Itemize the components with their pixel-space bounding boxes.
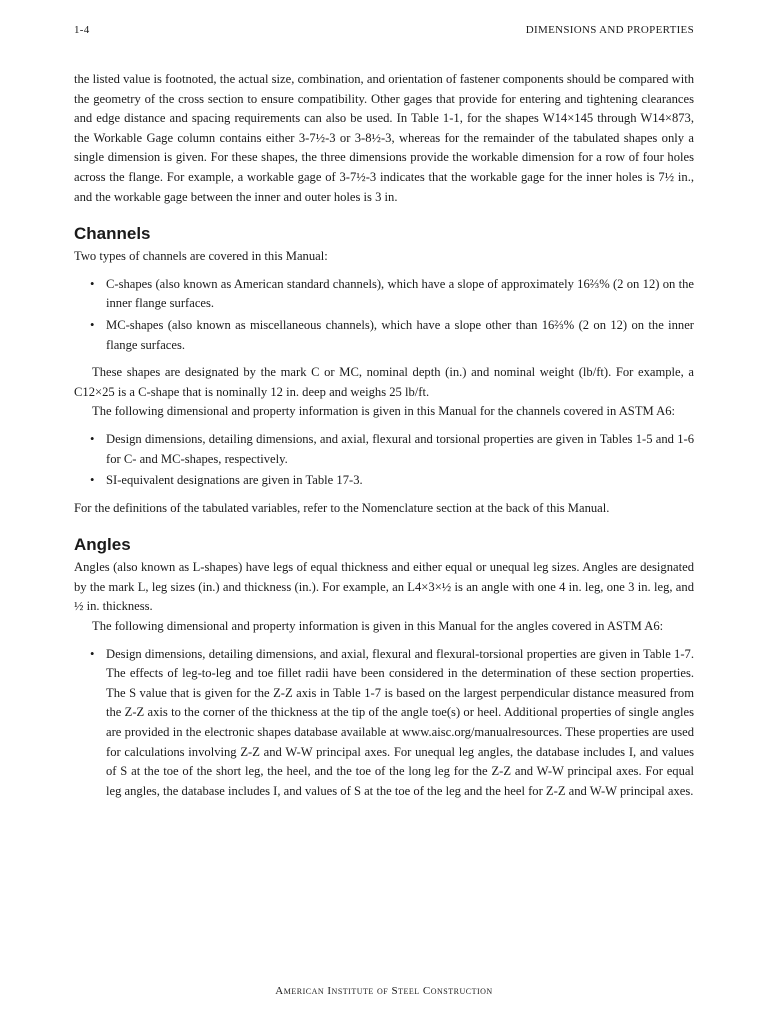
intro-paragraph: the listed value is footnoted, the actual size, combination, and orientation of fastener components should be compared with the geometry of the cross section to ensure compatibility. Other gages that provide for entering and tightening clearances and edge distance and spacing requirements can also be used. In Table 1-1, for the shapes W14×145 through W14×873, the Workable Gage column contains either 3-7½-3 or 3-8½-3, whereas for the remainder of the tabulated shapes only a single dimension is given. For these shapes, the three dimensions provide the workable dimension for a row of four holes across the flange. For example, a workable gage of 3-7½-3 indicates that the workable gage for the inner holes is 7½ in., and the workable gage between the inner and outer holes is 3 in. <box>74 72 694 204</box>
running-title: DIMENSIONS AND PROPERTIES <box>525 24 694 36</box>
angles-info-paragraph: The following dimensional and property information is given in this Manual for the angles covered in ASTM A6: <box>92 619 664 634</box>
angles-heading: Angles <box>74 535 131 555</box>
page-body <box>74 70 694 809</box>
list-item: • MC-shapes (also known as miscellaneous channels), which have a slope other than 16⅔% (2 on 12) on the inner flange surfaces. <box>106 316 694 355</box>
running-header <box>74 24 694 40</box>
angle-info-list <box>74 645 694 802</box>
channel-info-list <box>74 430 694 491</box>
list-item: • C-shapes (also known as American standard channels), which have a slope of approximately 16⅔% (2 on 12) on the inner flange surfaces. <box>106 275 694 314</box>
channel-types-list <box>74 275 694 355</box>
channels-designation-paragraph: These shapes are designated by the mark C or MC, nominal depth (in.) and nominal weight (lb/ft). For example, a C12×25 is a C-shape that is nominally 12 in. deep and weighs 25 lb/ft. <box>74 365 694 399</box>
channels-intro: Two types of channels are covered in this Manual: <box>74 249 328 264</box>
list-item: • Design dimensions, detailing dimensions, and axial, flexural and torsional properties are given in Tables 1-5 and 1-6 for C- and MC-shapes, respectively. <box>106 430 694 469</box>
channels-heading: Channels <box>74 224 151 244</box>
page-footer: American Institute of Steel Construction <box>275 985 493 997</box>
list-item: • Design dimensions, detailing dimensions, and axial, flexural and flexural-torsional properties are given in Table 1-7. The effects of leg-to-leg and toe fillet radii have been considered in the determination of these section properties. The S value that is given for the Z-Z axis in Table 1-7 is based on the largest perpendicular distance measured from the Z-Z axis to the corner of the thickness at the tip of the angle toe(s) or heel. Additional properties of single angles are provided in the electronic shapes database available at www.aisc.org/manualresources. These properties are used for calculations involving Z-Z and W-W principal axes. For unequal leg angles, the database includes I, and values of S at the toe of the short leg, the heel, and the toe of the long leg for the Z-Z and W-W principal axes. For equal leg angles, the database includes I, and values of S at the toe of the leg and the heel for Z-Z and W-W principal axes. <box>106 645 694 802</box>
angles-designation-paragraph: Angles (also known as L-shapes) have legs of equal thickness and either equal or unequal leg sizes. Angles are designated by the mark L, leg sizes (in.) and thickness (in.). For example, an L4×3×½ is an angle with one 4 in. leg, one 3 in. leg, and ½ in. thickness. <box>74 560 694 614</box>
channels-info-paragraph: The following dimensional and property information is given in this Manual for the channels covered in ASTM A6: <box>92 404 676 419</box>
page-number: 1-4 <box>74 24 90 36</box>
list-item: • SI-equivalent designations are given in Table 17-3. <box>106 471 694 491</box>
channels-definitions-paragraph: For the definitions of the tabulated variables, refer to the Nomenclature section at the back of this Manual. <box>74 500 610 515</box>
